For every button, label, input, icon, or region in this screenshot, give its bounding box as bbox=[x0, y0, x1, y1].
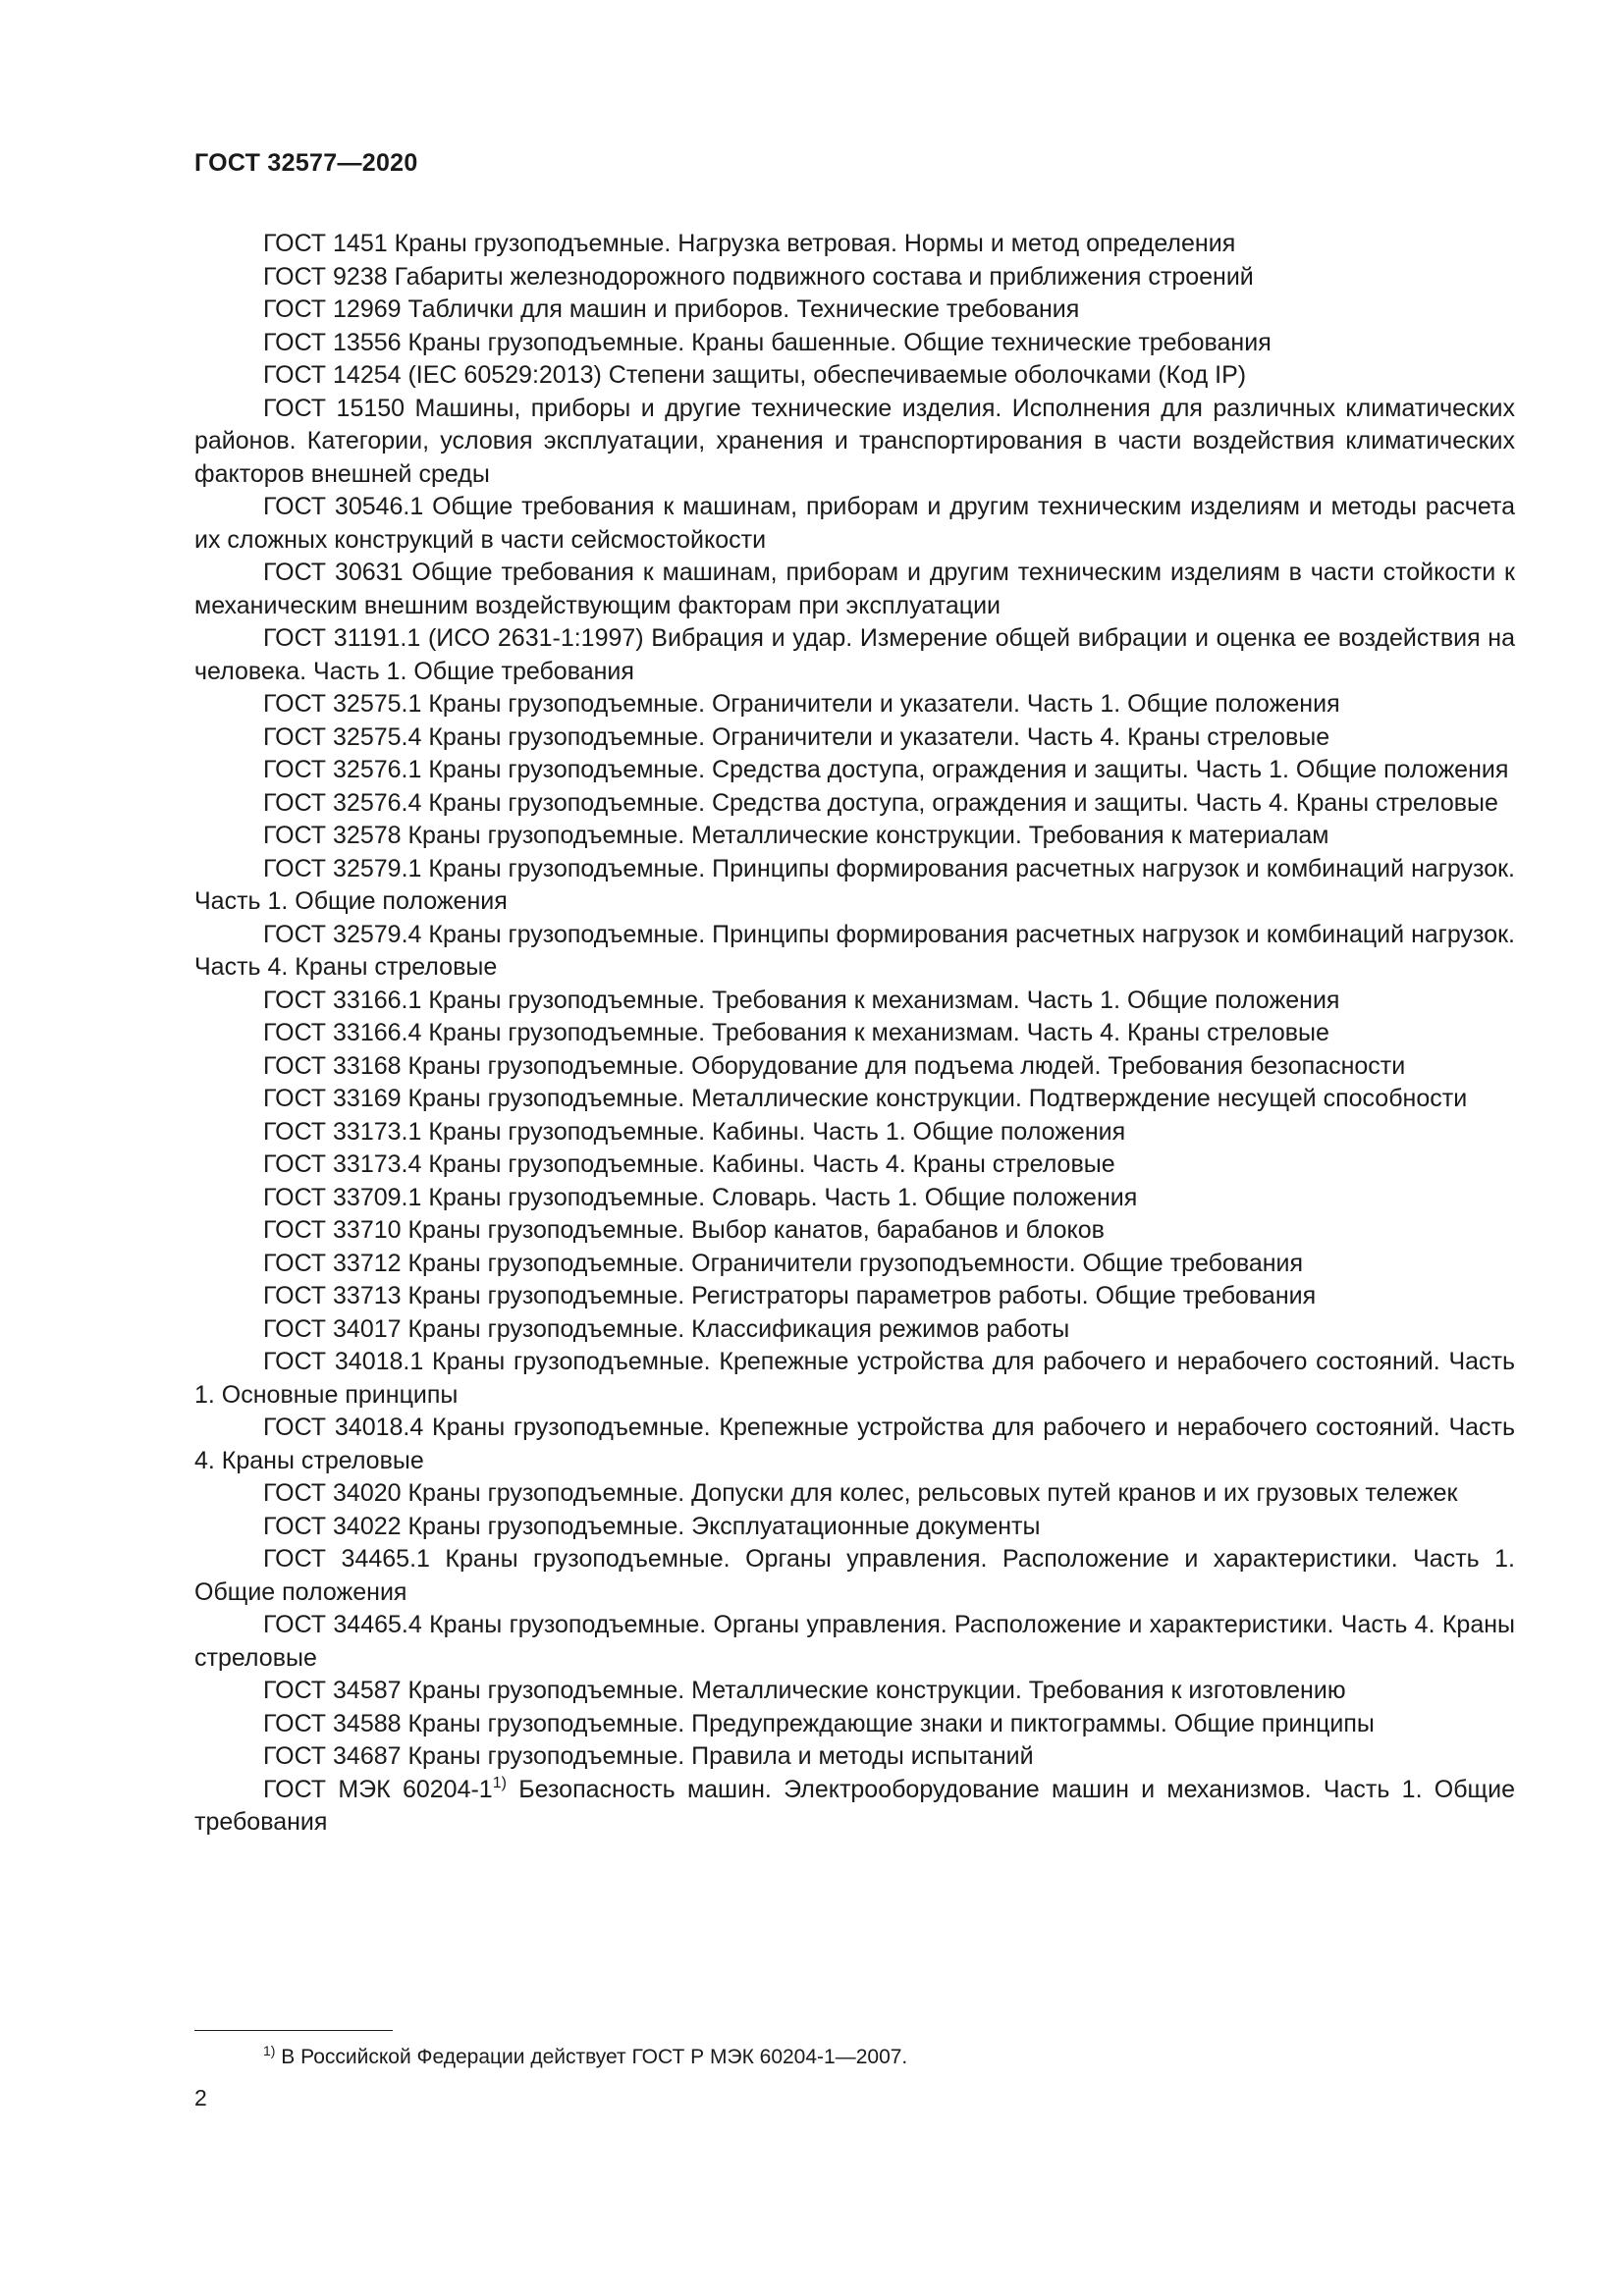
reference-item: ГОСТ 9238 Габариты железнодорожного подвижного состава и приближения строений bbox=[263, 262, 1254, 291]
reference-item: ГОСТ 34465.1 Краны грузоподъемные. Органы управления. Расположение и характеристики. Часть 1. Общие положения bbox=[194, 1545, 1515, 1606]
document-header: ГОСТ 32577—2020 bbox=[194, 149, 418, 177]
normative-references bbox=[194, 228, 1515, 1840]
reference-item: ГОСТ 15150 Машины, приборы и другие технические изделия. Исполнения для различных климатических районов. Категории, условия эксплуатации, хранения и транспортирования в части воздействия климатических факторов внешней среды bbox=[194, 394, 1515, 488]
reference-item: ГОСТ 32575.1 Краны грузоподъемные. Ограничители и указатели. Часть 1. Общие положения bbox=[263, 690, 1340, 718]
reference-item: ГОСТ 31191.1 (ИСО 2631-1:1997) Вибрация и удар. Измерение общей вибрации и оценка ее воздействия на человека. Часть 1. Общие требования bbox=[194, 624, 1515, 685]
reference-item: ГОСТ 33713 Краны грузоподъемные. Регистраторы параметров работы. Общие требования bbox=[263, 1282, 1317, 1309]
reference-item: ГОСТ 30631 Общие требования к машинам, приборам и другим техническим изделиям в части стойкости к механическим внешним воздействующим факторам при эксплуатации bbox=[194, 559, 1515, 619]
reference-item: ГОСТ 14254 (IEC 60529:2013) Степени защиты, обеспечиваемые оболочками (Код IP) bbox=[263, 361, 1247, 389]
footnote-mark: 1) bbox=[263, 2043, 276, 2058]
reference-item: ГОСТ 32576.1 Краны грузоподъемные. Средства доступа, ограждения и защиты. Часть 1. Общие положения bbox=[263, 756, 1509, 783]
page-number: 2 bbox=[194, 2085, 207, 2110]
footnote bbox=[263, 2043, 908, 2069]
reference-item: ГОСТ 33169 Краны грузоподъемные. Металлические конструкции. Подтверждение несущей способности bbox=[263, 1085, 1468, 1112]
reference-item: ГОСТ 34465.4 Краны грузоподъемные. Органы управления. Расположение и характеристики. Часть 4. Краны стреловые bbox=[194, 1611, 1515, 1672]
reference-item: ГОСТ 33173.1 Краны грузоподъемные. Кабины. Часть 1. Общие положения bbox=[263, 1117, 1126, 1146]
reference-item: ГОСТ 1451 Краны грузоподъемные. Нагрузка ветровая. Нормы и метод определения bbox=[263, 230, 1236, 257]
reference-item: ГОСТ 32576.4 Краны грузоподъемные. Средства доступа, ограждения и защиты. Часть 4. Краны стреловые bbox=[263, 788, 1498, 817]
reference-item: ГОСТ 33709.1 Краны грузоподъемные. Словарь. Часть 1. Общие положения bbox=[263, 1183, 1138, 1211]
reference-item: ГОСТ 32578 Краны грузоподъемные. Металлические конструкции. Требования к материалам bbox=[263, 822, 1329, 849]
reference-item: ГОСТ 34588 Краны грузоподъемные. Предупреждающие знаки и пиктограммы. Общие принципы bbox=[263, 1709, 1375, 1737]
reference-item: ГОСТ 33168 Краны грузоподъемные. Оборудование для подъема людей. Требования безопасности bbox=[263, 1051, 1406, 1080]
reference-item: ГОСТ 33166.1 Краны грузоподъемные. Требования к механизмам. Часть 1. Общие положения bbox=[263, 986, 1340, 1014]
reference-item-iec bbox=[194, 1774, 1515, 1840]
reference-item: ГОСТ 34587 Краны грузоподъемные. Металлические конструкции. Требования к изготовлению bbox=[263, 1677, 1346, 1704]
reference-item: ГОСТ 34022 Краны грузоподъемные. Эксплуатационные документы bbox=[263, 1512, 1041, 1540]
reference-text: Безопасность машин. Электрооборудование машин и механизмов. Часть 1. Общие требования bbox=[194, 1775, 1515, 1836]
footnote-marker[interactable]: 1) bbox=[492, 1774, 507, 1791]
reference-item: ГОСТ 33166.4 Краны грузоподъемные. Требования к механизмам. Часть 4. Краны стреловые bbox=[263, 1019, 1329, 1046]
reference-code: ГОСТ МЭК 60204-1 bbox=[263, 1775, 493, 1803]
reference-item: ГОСТ 33712 Краны грузоподъемные. Ограничители грузоподъемности. Общие требования bbox=[263, 1249, 1304, 1277]
reference-item: ГОСТ 33173.4 Краны грузоподъемные. Кабины. Часть 4. Краны стреловые bbox=[263, 1150, 1115, 1178]
footnote-text: В Российской Федерации действует ГОСТ Р МЭК 60204-1—2007. bbox=[275, 2046, 908, 2068]
reference-item: ГОСТ 32575.4 Краны грузоподъемные. Ограничители и указатели. Часть 4. Краны стреловые bbox=[263, 722, 1330, 751]
reference-item: ГОСТ 33710 Краны грузоподъемные. Выбор канатов, барабанов и блоков bbox=[263, 1216, 1105, 1244]
reference-item: ГОСТ 34687 Краны грузоподъемные. Правила и методы испытаний bbox=[263, 1742, 1034, 1770]
reference-item: ГОСТ 34020 Краны грузоподъемные. Допуски для колес, рельсовых путей кранов и их грузовых тележек bbox=[263, 1479, 1458, 1507]
reference-item: ГОСТ 34018.4 Краны грузоподъемные. Крепежные устройства для рабочего и нерабочего состояний. Часть 4. Краны стреловые bbox=[194, 1414, 1515, 1474]
reference-item: ГОСТ 13556 Краны грузоподъемные. Краны башенные. Общие технические требования bbox=[263, 328, 1272, 356]
reference-item: ГОСТ 12969 Таблички для машин и приборов. Технические требования bbox=[263, 295, 1080, 323]
reference-item: ГОСТ 32579.1 Краны грузоподъемные. Принципы формирования расчетных нагрузок и комбинаций нагрузок. Часть 1. Общие положения bbox=[194, 854, 1515, 915]
reference-item: ГОСТ 32579.4 Краны грузоподъемные. Принципы формирования расчетных нагрузок и комбинаций нагрузок. Часть 4. Краны стреловые bbox=[194, 920, 1515, 981]
reference-item: ГОСТ 30546.1 Общие требования к машинам, приборам и другим техническим изделиям и методы расчета их сложных конструкций в части сейсмостойкости bbox=[194, 493, 1515, 554]
reference-item: ГОСТ 34017 Краны грузоподъемные. Классификация режимов работы bbox=[263, 1314, 1070, 1343]
footnote-divider bbox=[194, 2030, 393, 2031]
reference-item: ГОСТ 34018.1 Краны грузоподъемные. Крепежные устройства для рабочего и нерабочего состояний. Часть 1. Основные принципы bbox=[194, 1348, 1515, 1409]
